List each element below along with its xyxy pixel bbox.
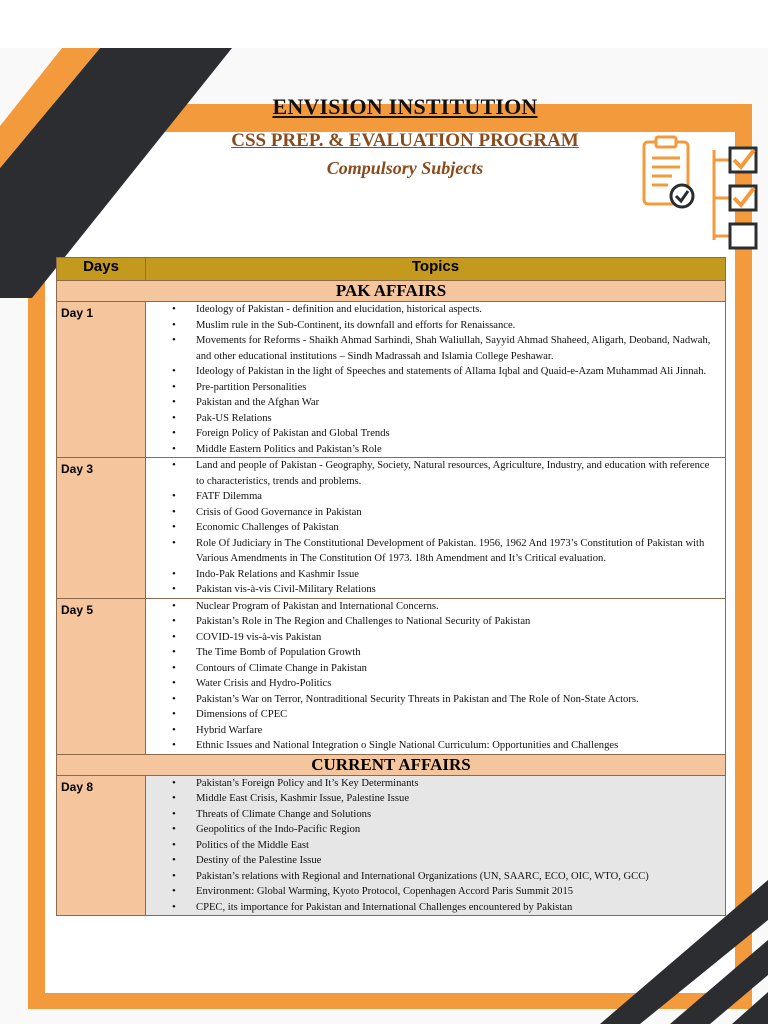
list-item: • Threats of Climate Change and Solutions bbox=[146, 807, 715, 823]
topics-cell bbox=[146, 302, 726, 458]
list-item: • Ideology of Pakistan in the light of Speeches and statements of Allama Iqbal and Quaid-e-Azam Muhammad Ali Jinnah. bbox=[146, 364, 715, 380]
section-title: PAK AFFAIRS bbox=[57, 281, 726, 302]
program-subtitle: CSS PREP. & EVALUATION PROGRAM bbox=[231, 130, 579, 151]
schedule-table bbox=[56, 257, 726, 916]
list-item: • Pakistan’s War on Terror, Nontraditional Security Threats in Pakistan and The Role of Non-State Actors. bbox=[146, 692, 715, 708]
list-item: • Ethnic Issues and National Integration o Single National Curriculum: Opportunities and Challenges bbox=[146, 738, 715, 754]
list-item: • Movements for Reforms - Shaikh Ahmad Sarhindi, Shah Waliullah, Sayyid Ahmad Shaheed, Aligarh, Deoband, Nadwah, and other educational institutions – Sindh Madrassah and Islamia College Peshawar. bbox=[146, 333, 715, 364]
list-item: • Pakistan and the Afghan War bbox=[146, 395, 715, 411]
list-item: • CPEC, its importance for Pakistan and International Challenges encountered by Pakistan bbox=[146, 900, 715, 916]
table-row bbox=[57, 458, 726, 599]
list-item: • Politics of the Middle East bbox=[146, 838, 715, 854]
document-header bbox=[150, 92, 660, 179]
list-item: • Water Crisis and Hydro-Politics bbox=[146, 676, 715, 692]
list-item: • Environment: Global Warming, Kyoto Protocol, Copenhagen Accord Paris Summit 2015 bbox=[146, 884, 715, 900]
list-item: • Pakistan vis-à-vis Civil-Military Relations bbox=[146, 582, 715, 598]
day-label: Day 8 bbox=[57, 775, 146, 916]
topic-list bbox=[146, 599, 725, 754]
list-item: • Dimensions of CPEC bbox=[146, 707, 715, 723]
topic-list bbox=[146, 302, 725, 457]
list-item: • Pak-US Relations bbox=[146, 411, 715, 427]
section-title: CURRENT AFFAIRS bbox=[57, 754, 726, 775]
list-item: • Pakistan’s relations with Regional and International Organizations (UN, SAARC, ECO, OIC, WTO, GCC) bbox=[146, 869, 715, 885]
table-row bbox=[57, 302, 726, 458]
top-bar bbox=[0, 0, 768, 46]
day-label: Day 1 bbox=[57, 302, 146, 458]
list-item: • Muslim rule in the Sub-Continent, its downfall and efforts for Renaissance. bbox=[146, 318, 715, 334]
day-label: Day 3 bbox=[57, 458, 146, 599]
list-item: • Geopolitics of the Indo-Pacific Region bbox=[146, 822, 715, 838]
list-item: • Indo-Pak Relations and Kashmir Issue bbox=[146, 567, 715, 583]
list-item: • Economic Challenges of Pakistan bbox=[146, 520, 715, 536]
list-item: • Foreign Policy of Pakistan and Global Trends bbox=[146, 426, 715, 442]
topics-cell bbox=[146, 598, 726, 754]
schedule-body bbox=[57, 281, 726, 916]
section-row bbox=[57, 754, 726, 775]
topics-cell bbox=[146, 775, 726, 916]
list-item: • Middle Eastern Politics and Pakistan’s Role bbox=[146, 442, 715, 458]
topics-column-header: Topics bbox=[146, 258, 726, 281]
list-item: • The Time Bomb of Population Growth bbox=[146, 645, 715, 661]
list-item: • Middle East Crisis, Kashmir Issue, Palestine Issue bbox=[146, 791, 715, 807]
checkbox-checked-icon bbox=[730, 186, 756, 210]
topics-cell bbox=[146, 458, 726, 599]
table-row bbox=[57, 775, 726, 916]
table-row bbox=[57, 598, 726, 754]
list-item: • Land and people of Pakistan - Geography, Society, Natural resources, Agriculture, Industry, and education with reference to characteristics, trends and problems. bbox=[146, 458, 715, 489]
list-item: • Ideology of Pakistan - definition and elucidation, historical aspects. bbox=[146, 302, 715, 318]
institution-title: ENVISION INSTITUTION bbox=[272, 94, 538, 119]
list-item: • FATF Dilemma bbox=[146, 489, 715, 505]
topic-list bbox=[146, 458, 725, 598]
list-item: • Pre-partition Personalities bbox=[146, 380, 715, 396]
list-item: • Hybrid Warfare bbox=[146, 723, 715, 739]
list-item: • Nuclear Program of Pakistan and International Concerns. bbox=[146, 599, 715, 615]
list-item: • Pakistan’s Foreign Policy and It’s Key Determinants bbox=[146, 776, 715, 792]
checkbox-checked-icon bbox=[730, 148, 756, 172]
days-column-header: Days bbox=[57, 258, 146, 281]
list-item: • Contours of Climate Change in Pakistan bbox=[146, 661, 715, 677]
list-item: • Role Of Judiciary in The Constitutional Development of Pakistan. 1956, 1962 And 1973’s Constitution of Pakistan with Various Amendments in The Constitution Of 1973. 18th Amendment and It’s Critical evaluation. bbox=[146, 536, 715, 567]
day-label: Day 5 bbox=[57, 598, 146, 754]
checkbox-empty-icon bbox=[730, 224, 756, 248]
subject-heading: Compulsory Subjects bbox=[326, 158, 484, 178]
list-item: • Crisis of Good Governance in Pakistan bbox=[146, 505, 715, 521]
list-item: • COVID-19 vis-à-vis Pakistan bbox=[146, 630, 715, 646]
list-item: • Pakistan’s Role in The Region and Challenges to National Security of Pakistan bbox=[146, 614, 715, 630]
list-item: • Destiny of the Palestine Issue bbox=[146, 853, 715, 869]
checkbox-list-graphic bbox=[708, 142, 760, 252]
section-row bbox=[57, 281, 726, 302]
table-header-row bbox=[57, 258, 726, 281]
clipboard-checklist-icon bbox=[640, 134, 696, 210]
topic-list bbox=[146, 776, 725, 916]
